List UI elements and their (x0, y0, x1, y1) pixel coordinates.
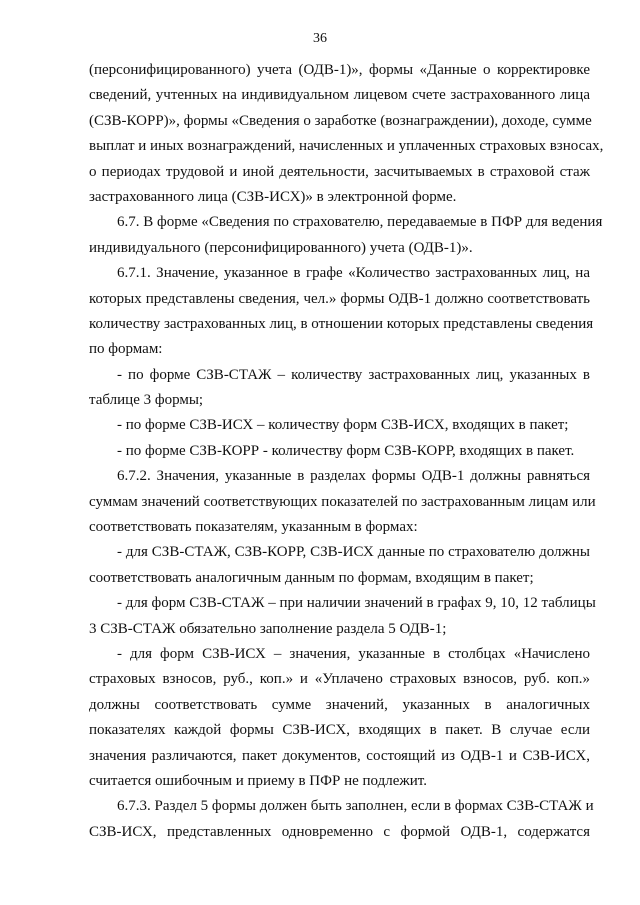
text-line: выплат и иных вознаграждений, начисленных и уплаченных страховых взносах, (89, 138, 604, 155)
text-line: значения различаются, пакет документов, состоящий из ОДВ-1 и СЗВ-ИСХ, (89, 747, 590, 764)
text-line: должны соответствовать сумме значений, указанных в аналогичных (89, 696, 590, 713)
text-line: 6.7.1. Значение, указанное в графе «Количество застрахованных лиц, на (117, 265, 590, 282)
text-line: показателях каждой формы СЗВ-ИСХ, входящих в пакет. В случае если (89, 722, 590, 739)
text-line: - по форме СЗВ-СТАЖ – количеству застрахованных лиц, указанных в (117, 366, 590, 383)
text-line: 6.7.2. Значения, указанные в разделах формы ОДВ-1 должны равняться (117, 468, 590, 485)
text-line: индивидуального (персонифицированного) учета (ОДВ-1)». (89, 239, 473, 256)
text-line: - по форме СЗВ-ИСХ – количеству форм СЗВ-ИСХ, входящих в пакет; (117, 417, 569, 434)
text-line: о периодах трудовой и иной деятельности, засчитываемых в страховой стаж (89, 163, 590, 180)
text-line: таблице 3 формы; (89, 392, 204, 409)
text-line: сведений, учтенных на индивидуальном лицевом счете застрахованного лица (89, 87, 590, 104)
text-line: (персонифицированного) учета (ОДВ-1)», формы «Данные о корректировке (89, 62, 590, 78)
text-line: - для СЗВ-СТАЖ, СЗВ-КОРР, СЗВ-ИСХ данные по страхователю должны (117, 544, 590, 561)
text-line: по формам: (89, 341, 163, 358)
text-line: считается ошибочным и приему в ПФР не подлежит. (89, 772, 427, 789)
text-line: - для форм СЗВ-ИСХ – значения, указанные в столбцах «Начислено (117, 645, 590, 662)
text-line: соответствовать показателям, указанным в формах: (89, 519, 418, 536)
text-line: 3 СЗВ-СТАЖ обязательно заполнение раздела 5 ОДВ-1; (89, 620, 447, 637)
text-line: суммам значений соответствующих показателей по застрахованным лицам или (89, 493, 596, 510)
text-line: страховых взносов, руб., коп.» и «Уплачено страховых взносов, руб. коп.» (89, 671, 590, 688)
text-line: застрахованного лица (СЗВ-ИСХ)» в электронной форме. (89, 188, 457, 205)
page-number: 36 (313, 31, 327, 46)
text-line: - для форм СЗВ-СТАЖ – при наличии значений в графах 9, 10, 12 таблицы (117, 595, 596, 612)
text-line: 6.7. В форме «Сведения по страхователю, передаваемые в ПФР для ведения (117, 214, 603, 231)
text-line: соответствовать аналогичным данным по формам, входящим в пакет; (89, 569, 534, 586)
text-line: - по форме СЗВ-КОРР - количеству форм СЗВ-КОРР, входящих в пакет. (117, 442, 575, 459)
text-line: (СЗВ-КОРР)», формы «Сведения о заработке (вознаграждении), доходе, сумме (89, 112, 592, 129)
text-line: СЗВ-ИСХ, представленных одновременно с формой ОДВ-1, содержатся (89, 823, 590, 840)
text-line: количеству застрахованных лиц, в отношении которых представлены сведения (89, 315, 594, 332)
text-line: которых представлены сведения, чел.» формы ОДВ-1 должно соответствовать (89, 290, 590, 307)
text-line: 6.7.3. Раздел 5 формы должен быть заполнен, если в формах СЗВ-СТАЖ и (117, 798, 594, 815)
body-text (89, 58, 604, 845)
